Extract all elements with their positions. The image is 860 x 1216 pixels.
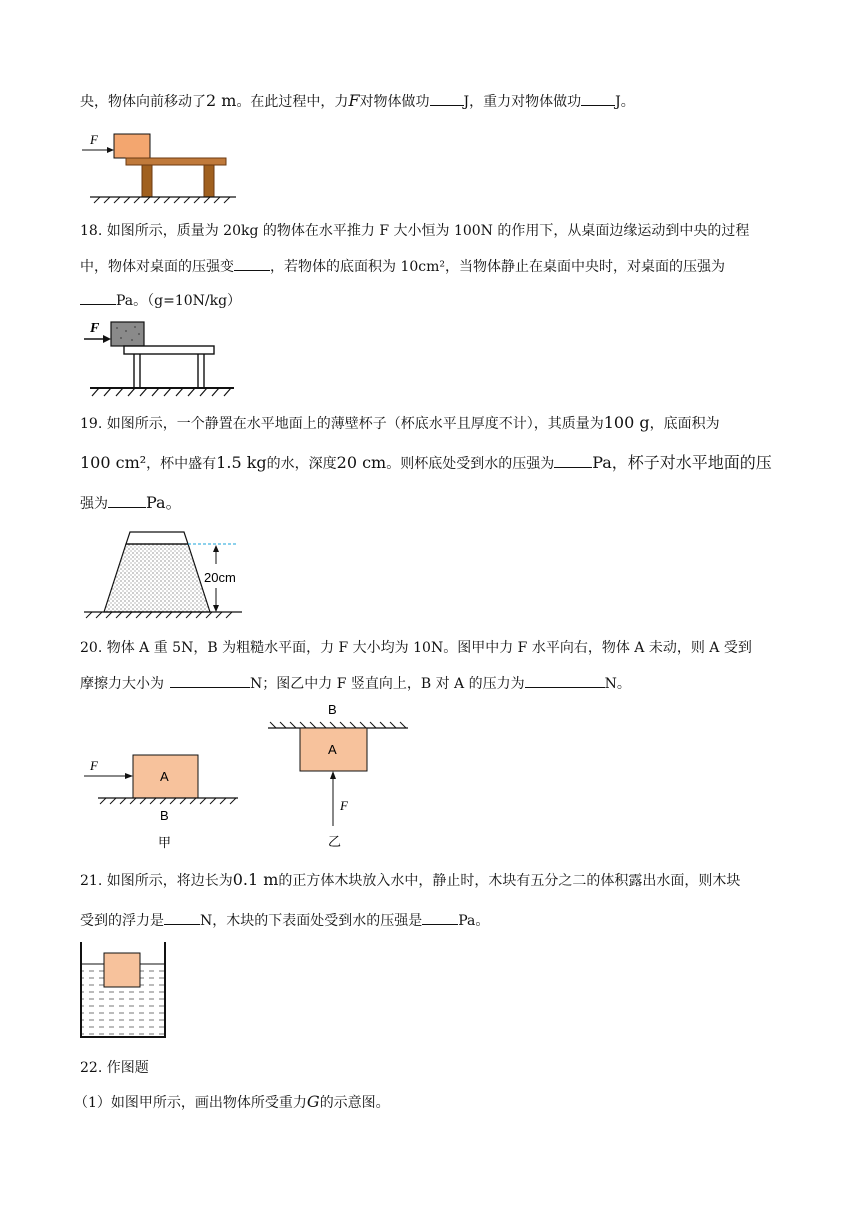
q20-figure-jia bbox=[80, 750, 245, 850]
q22-title: 22. 作图题 bbox=[80, 1060, 149, 1076]
q19-line-1 bbox=[80, 413, 720, 434]
q20-text-c: N。 bbox=[604, 676, 631, 692]
q20-line-1: 20. 物体 A 重 5N，B 为粗糙水平面，力 F 大小均为 10N。图甲中力 F 水平向右，物体 A 未动，则 A 受到 bbox=[80, 640, 752, 656]
q19-text-b: ，底面积为 bbox=[649, 416, 720, 432]
q19-text-g: 强为 bbox=[80, 496, 108, 512]
q19-text-h: Pa。 bbox=[146, 493, 182, 512]
q17-text-d: J，重力对物体做功 bbox=[463, 94, 582, 110]
q19-area: 100 cm² bbox=[80, 453, 147, 472]
q21-line-1 bbox=[80, 870, 740, 891]
q20-line-2 bbox=[80, 673, 631, 694]
q18-blank-1[interactable] bbox=[234, 256, 270, 271]
q20-jia-caption: 甲 bbox=[158, 836, 172, 850]
q17-figure bbox=[80, 128, 240, 206]
q20-blank-1[interactable] bbox=[170, 673, 250, 688]
q19-text-e: 。则杯底处受到水的压强为 bbox=[386, 456, 555, 472]
q17-blank-1[interactable] bbox=[430, 91, 464, 106]
q19-text-c: ，杯中盛有 bbox=[146, 456, 217, 472]
q21-blank-1[interactable] bbox=[164, 910, 200, 925]
q17-block bbox=[114, 134, 150, 158]
q18-text-b: ，若物体的底面积为 10cm²，当物体静止在桌面中央时，对桌面的压强为 bbox=[270, 259, 725, 275]
q17-table-leg-left bbox=[142, 165, 152, 197]
q17-text-b: 。在此过程中，力 bbox=[236, 94, 349, 110]
q21-text-c: 受到的浮力是 bbox=[80, 913, 164, 929]
q20-yi-caption: 乙 bbox=[328, 835, 342, 850]
q20-jia-block-label: A bbox=[160, 769, 169, 784]
q17-fig-force-label: F bbox=[90, 132, 98, 147]
q20-figure-yi bbox=[262, 700, 412, 850]
q19-depth-label: 20cm bbox=[204, 570, 236, 585]
q19-line-3 bbox=[80, 493, 182, 514]
q19-water bbox=[104, 544, 210, 612]
q22-text-a: （1）如图甲所示，画出物体所受重力 bbox=[74, 1095, 307, 1111]
q20-yi-block-label: A bbox=[328, 742, 337, 757]
q19-cup bbox=[126, 532, 188, 544]
q19-text-d: 的水，深度 bbox=[266, 456, 337, 472]
q21-text-d: N，木块的下表面处受到水的压强是 bbox=[200, 913, 423, 929]
q18-text-a: 中，物体对桌面的压强变 bbox=[80, 259, 234, 275]
q21-figure bbox=[78, 940, 170, 1040]
q18-line-3 bbox=[80, 290, 241, 311]
q21-line-2 bbox=[80, 910, 489, 931]
q17-table-top bbox=[126, 158, 226, 165]
q19-text-f: Pa，杯子对水平地面的压 bbox=[592, 453, 772, 472]
q17-text-a: 央，物体向前移动了 bbox=[80, 94, 206, 110]
q22-sub-1 bbox=[74, 1092, 390, 1113]
q19-depth: 20 cm bbox=[336, 453, 387, 472]
q20-text-b: N；图乙中力 F 竖直向上，B 对 A 的压力为 bbox=[250, 676, 525, 692]
q21-text-b: 的正方体木块放入水中，静止时，木块有五分之二的体积露出水面，则木块 bbox=[278, 873, 741, 889]
q17-distance: 2 m bbox=[206, 91, 237, 110]
q19-figure bbox=[80, 528, 260, 620]
q18-table-top bbox=[124, 346, 214, 354]
q20-blank-2[interactable] bbox=[525, 673, 605, 688]
q21-wood-block bbox=[104, 953, 140, 987]
q19-water-mass: 1.5 kg bbox=[216, 453, 267, 472]
q22-gravity-symbol: G bbox=[306, 1092, 320, 1111]
q17-blank-2[interactable] bbox=[581, 91, 615, 106]
q21-blank-2[interactable] bbox=[422, 910, 458, 925]
q20-jia-force-label: F bbox=[90, 758, 98, 773]
q22-text-b: 的示意图。 bbox=[319, 1095, 390, 1111]
q18-blank-2[interactable] bbox=[80, 290, 116, 305]
q18-line-1: 18. 如图所示，质量为 20kg 的物体在水平推力 F 大小恒为 100N 的作用下，从桌面边缘运动到中央的过程 bbox=[80, 223, 750, 239]
q20-jia-surface-label: B bbox=[160, 808, 169, 823]
q17-force-symbol: F bbox=[348, 91, 360, 110]
q20-yi-force-label: F bbox=[340, 798, 348, 813]
q21-text-e: Pa。 bbox=[458, 913, 490, 929]
q17-text-e: J。 bbox=[615, 94, 635, 110]
q17-table-leg-right bbox=[204, 165, 214, 197]
q18-text-c: Pa。（g=10N/kg） bbox=[116, 293, 242, 309]
q21-side-length: 0.1 m bbox=[232, 870, 279, 889]
q18-figure bbox=[82, 318, 242, 400]
q19-blank-1[interactable] bbox=[554, 453, 592, 468]
q21-text-a: 21. 如图所示，将边长为 bbox=[80, 873, 233, 889]
q19-text-a: 19. 如图所示，一个静置在水平地面上的薄壁杯子（杯底水平且厚度不计），其质量为 bbox=[80, 416, 604, 432]
q18-fig-force-label: F bbox=[90, 321, 100, 336]
q17-text bbox=[80, 91, 635, 112]
q19-line-2 bbox=[80, 453, 772, 474]
q19-mass: 100 g bbox=[603, 413, 650, 432]
q17-text-c: 对物体做功 bbox=[359, 94, 430, 110]
q19-blank-2[interactable] bbox=[108, 493, 146, 508]
q20-yi-surface-label: B bbox=[328, 702, 337, 717]
q20-text-a: 摩擦力大小为 bbox=[80, 676, 164, 692]
q18-line-2 bbox=[80, 256, 725, 277]
